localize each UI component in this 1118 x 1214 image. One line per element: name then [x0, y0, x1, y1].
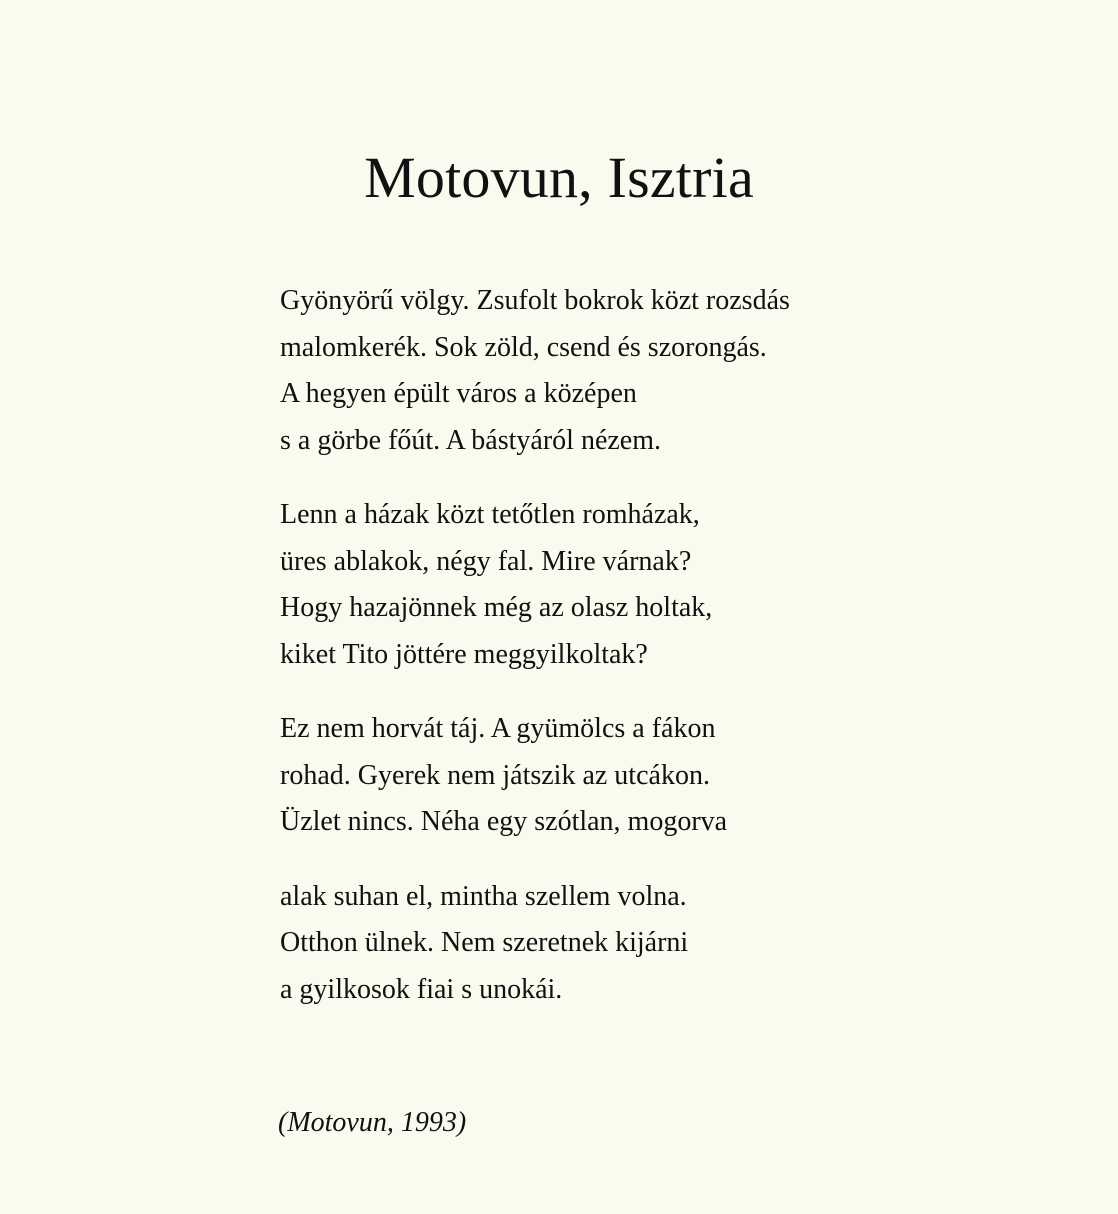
- poem-line: malomkerék. Sok zöld, csend és szorongás.: [280, 331, 767, 363]
- poem-dateline: (Motovun, 1993): [278, 1107, 467, 1138]
- stanza-4: [280, 874, 980, 1014]
- poem-line: a gyilkosok fiai s unokái.: [280, 973, 563, 1005]
- poem-line: Otthon ülnek. Nem szeretnek kijárni: [280, 927, 689, 958]
- poem-line: A hegyen épült város a középen: [280, 378, 637, 409]
- poem-title: Motovun, Isztria: [364, 145, 754, 210]
- poem-line: Ez nem horvát táj. A gyümölcs a fákon: [280, 713, 716, 744]
- poem-line: Üzlet nincs. Néha egy szótlan, mogorva: [280, 806, 728, 837]
- stanza-3: [280, 706, 980, 846]
- poem-line: Lenn a házak közt tetőtlen romházak,: [280, 499, 700, 530]
- stanza-1: [280, 278, 980, 464]
- poem-line: rohad. Gyerek nem játszik az utcákon.: [280, 759, 710, 791]
- stanza-2: [280, 492, 980, 678]
- poem-line: üres ablakok, négy fal. Mire várnak?: [280, 545, 692, 577]
- poem-line: Gyönyörű völgy. Zsufolt bokrok közt rozsdás: [280, 285, 790, 316]
- poem-body: [280, 278, 980, 1041]
- poem-line: Hogy hazajönnek még az olasz holtak,: [280, 592, 713, 623]
- poem-line: alak suhan el, mintha szellem volna.: [280, 880, 687, 912]
- poem-line: kiket Tito jöttére meggyilkoltak?: [280, 638, 648, 670]
- poem-line: s a görbe főút. A bástyáról nézem.: [280, 424, 662, 456]
